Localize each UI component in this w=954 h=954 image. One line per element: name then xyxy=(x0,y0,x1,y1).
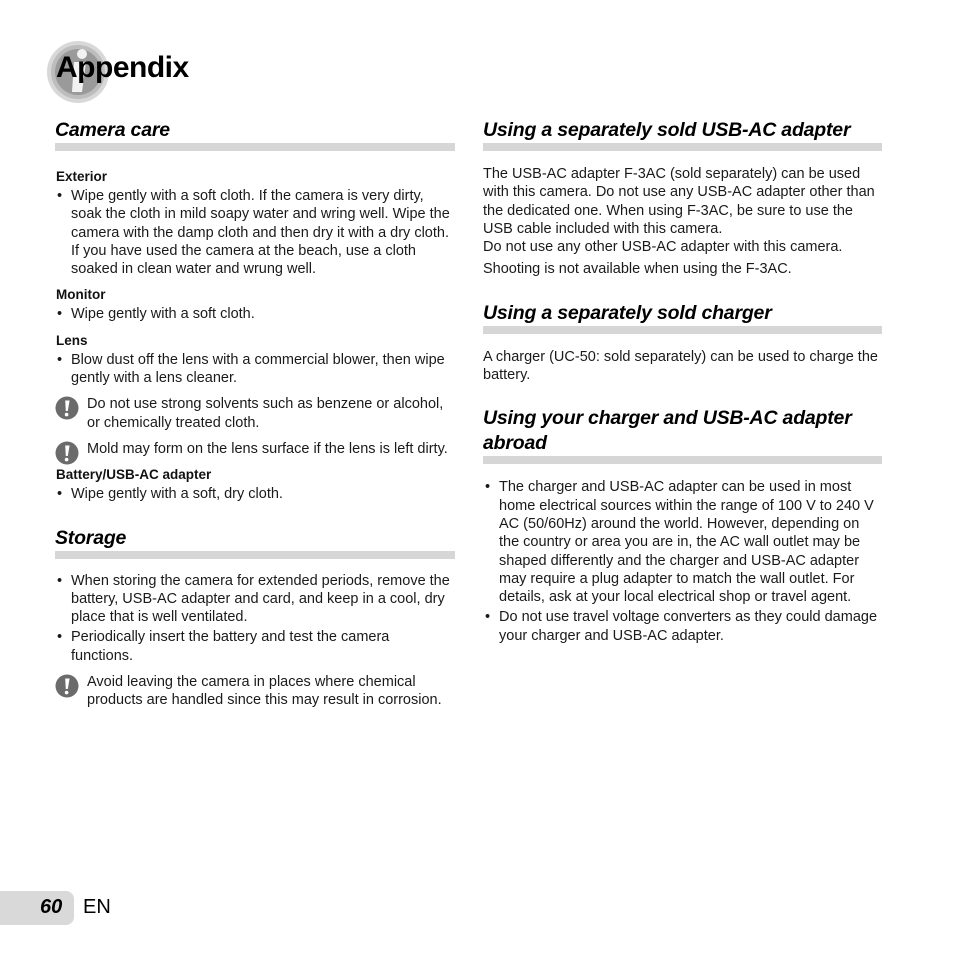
caution-icon xyxy=(55,441,79,465)
subheading-monitor: Monitor xyxy=(56,287,106,303)
paragraph: The USB-AC adapter F-3AC (sold separately) can be used with this camera. Do not use any USB-AC adapter other than the dedicated one. When using F-3AC, be sure to use the USB cable included with this camera. xyxy=(483,166,875,237)
paragraph: A charger (UC-50: sold separately) can be used to charge the battery. xyxy=(483,348,878,384)
subheading-lens: Lens xyxy=(56,332,88,348)
section-heading-usb-ac: Using a separately sold USB-AC adapter xyxy=(483,118,882,151)
caution-note xyxy=(55,395,455,432)
abroad-list xyxy=(483,478,882,645)
caution-note xyxy=(55,440,455,458)
page-number-tab xyxy=(0,891,74,925)
left-column xyxy=(55,118,455,710)
section-heading-abroad: Using your charger and USB-AC adapter abroad xyxy=(483,406,882,464)
caution-note xyxy=(55,673,455,710)
subheading-exterior: Exterior xyxy=(56,169,108,184)
list-item: • The charger and USB-AC adapter can be used in most home electrical sources within the range of 100 V to 240 V AC (50/60Hz) around the world. However, depending on the country or area you are in, the AC wall outlet may be shaped differently and the charger and USB-AC adapter may require a plug adapter to match the wall outlet. For details, ask at your local electrical shop or travel agent. xyxy=(483,478,882,606)
battery-list xyxy=(55,485,455,503)
section-heading-camera-care: Camera care xyxy=(55,118,455,151)
list-item: • Wipe gently with a soft cloth. If the camera is very dirty, soak the cloth in mild soapy water and wring well. Wipe the camera with the damp cloth and then dry it with a dry cloth. If you have used the camera at the beach, use a cloth soaked in clean water and wrung well. xyxy=(55,187,455,278)
list-item: • Wipe gently with a soft, dry cloth. xyxy=(55,485,455,503)
list-item: • Blow dust off the lens with a commercial blower, then wipe gently with a lens cleaner. xyxy=(55,351,455,388)
lens-list xyxy=(55,351,455,388)
list-item: • Do not use travel voltage converters as they could damage your charger and USB-AC adapter. xyxy=(483,608,882,645)
exterior-list xyxy=(55,187,455,278)
caution-text: Avoid leaving the camera in places where chemical products are handled since this may result in corrosion. xyxy=(87,674,442,709)
page-title: Appendix xyxy=(56,51,189,84)
list-item: • Wipe gently with a soft cloth. xyxy=(55,305,455,323)
subheading-battery: Battery/USB-AC adapter xyxy=(56,467,212,483)
caution-text: Mold may form on the lens surface if the lens is left dirty. xyxy=(87,440,448,457)
paragraph: Do not use any other USB-AC adapter with this camera. xyxy=(483,239,843,256)
section-heading-charger: Using a separately sold charger xyxy=(483,301,882,334)
caution-text: Do not use strong solvents such as benzene or alcohol, or chemically treated cloth. xyxy=(87,396,444,431)
page-number: 60 xyxy=(40,896,63,918)
section-heading-storage: Storage xyxy=(55,526,455,559)
paragraph: Shooting is not available when using the F-3AC. xyxy=(483,261,792,278)
list-item: • Periodically insert the battery and test the camera functions. xyxy=(55,628,455,665)
monitor-list xyxy=(55,305,455,323)
storage-list xyxy=(55,572,455,665)
page-language: EN xyxy=(83,896,111,918)
list-item: • When storing the camera for extended periods, remove the battery, USB-AC adapter and card, and keep in a cool, dry place that is well ventilated. xyxy=(55,572,455,627)
caution-icon xyxy=(55,674,79,698)
caution-icon xyxy=(55,396,79,420)
right-column xyxy=(483,118,882,647)
